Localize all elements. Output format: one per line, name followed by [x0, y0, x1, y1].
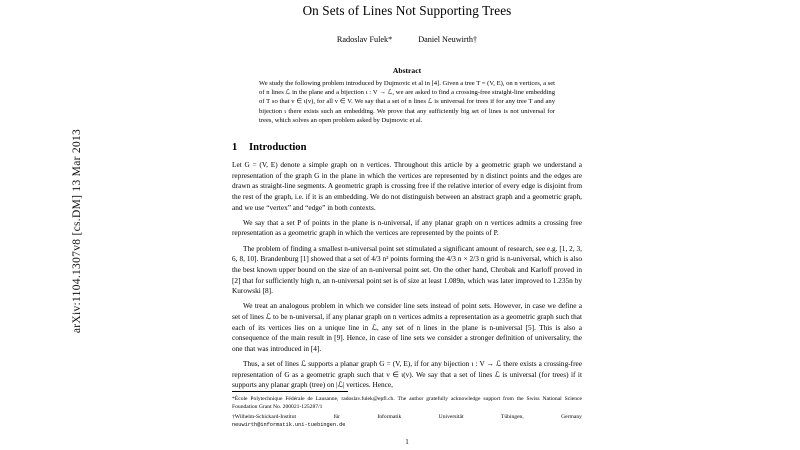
section-title: Introduction — [249, 142, 307, 154]
paragraph-2: We say that a set P of points in the plane is n-universal, if any planar graph on n vertices admits a crossing free representation as a geometric graph in which the vertices are represented by the points of P. — [232, 217, 582, 238]
page-title: On Sets of Lines Not Supporting Trees — [302, 3, 512, 18]
arxiv-identifier-stamp — [0, 0, 232, 450]
section-heading — [232, 142, 582, 153]
footnote-2-email[interactable]: neuwirth@informatik.uni-tuebingen.de — [232, 421, 346, 428]
footnote-2-affiliation — [232, 414, 582, 422]
footnote-divider — [232, 391, 348, 392]
abstract-body — [259, 79, 555, 125]
page-content — [232, 0, 582, 450]
abstract-heading: Abstract — [392, 66, 422, 75]
footnote-1: *École Polytechnique Fédérale de Lausanne, radoslav.fulek@epfl.ch. The author gratefully acknowledge support from the Swiss National Science Foundation Grant No. 200021-125287/1 — [232, 395, 582, 410]
paragraph-4: We treat an analogous problem in which we consider line sets instead of point sets. However, in case we define a set of lines ℒ to be n-universal, if any planar graph on n vertices admits a representation as a geometric graph such that each of its vertices lies on a unique line in ℒ, any set of n lines in the plane is n-universal [5]. This is also a consequence of the main result in [9]. Hence, in case of line sets we consider a stronger definition of universality, the one that was introduced in [4]. — [232, 301, 582, 353]
paragraph-5: Thus, a set of lines ℒ supports a planar graph G = (V, E), if for any bijection ι : V → ℒ there exists a crossing-free representation of G as a geometric graph such that v ∈ ι(v). We say that a set of lines ℒ is universal (for trees) if it supports any planar graph (tree) on |ℒ| vertices. Hence, — [232, 358, 582, 390]
arxiv-identifier-text: arXiv:1104.1307v8 [cs.DM] 13 Mar 2013 — [71, 128, 83, 334]
footnote-2-word-fur: für — [333, 413, 340, 420]
footnote-2-word-informatik: Informatik — [377, 413, 402, 420]
section-body — [232, 160, 582, 391]
footnote-2-institute: †Wilhelm-Schickard-Institut — [232, 413, 297, 420]
footnote-2-word-germany: Germany — [561, 413, 582, 420]
footnote-2-word-tuebingen: Tübingen, — [500, 413, 524, 420]
paragraph-1: Let G = (V, E) denote a simple graph on n vertices. Throughout this article by a geometric graph we understand a representation of the graph G in the plane in which the vertices are represented by n distinct points and the edges are drawn as straight-line segments. A geometric graph is crossing free if the relative interior of every edge is disjoint from the rest of the graph, i.e. if it is an embedding. We do not distinguish between an abstract graph and a geometric graph, and we use “vertex” and “edge” in both contexts. — [232, 160, 582, 212]
abstract-text: We study the following problem introduced by Dujmovic et al in [4]. Given a tree T = (V, E), on n vertices, a set of n lines ℒ in the plane and a bijection ι : V → ℒ, we are asked to find a crossing-free straight-line embedding of T so that v ∈ ι(v), for all v ∈ V. We say that a set of n lines ℒ is universal for trees if for any tree T and any bijection ι there exists such an embedding. We prove that any sufficiently big set of lines is not universal for trees, which solves an open problem asked by Dujmovic et al. — [259, 80, 555, 124]
paragraph-3: The problem of finding a smallest n-universal point set stimulated a significant amount of research, see e.g. [1, 2, 3, 6, 8, 10]. Brandenburg [1] showed that a set of 4/3 n² points forming the 4/3 n × 2/3 n grid is n-universal, which is also the best known upper bound on the size of an n-universal point set. On the other hand, Chrobak and Karloff proved in [2] that for sufficiently high n, an n-universal point set is of size at least 1.089n, which was later improved to 1.235n by Kurowski [8]. — [232, 243, 582, 296]
author-first: Radoslav Fulek* — [336, 35, 393, 44]
author-list — [232, 35, 582, 44]
footnote-2-word-universitat: Universität — [438, 413, 464, 420]
page-number: 1 — [405, 438, 409, 446]
section-number: 1 — [232, 142, 238, 154]
author-second: Daniel Neuwirth† — [418, 35, 478, 44]
footnote-block — [232, 396, 582, 431]
